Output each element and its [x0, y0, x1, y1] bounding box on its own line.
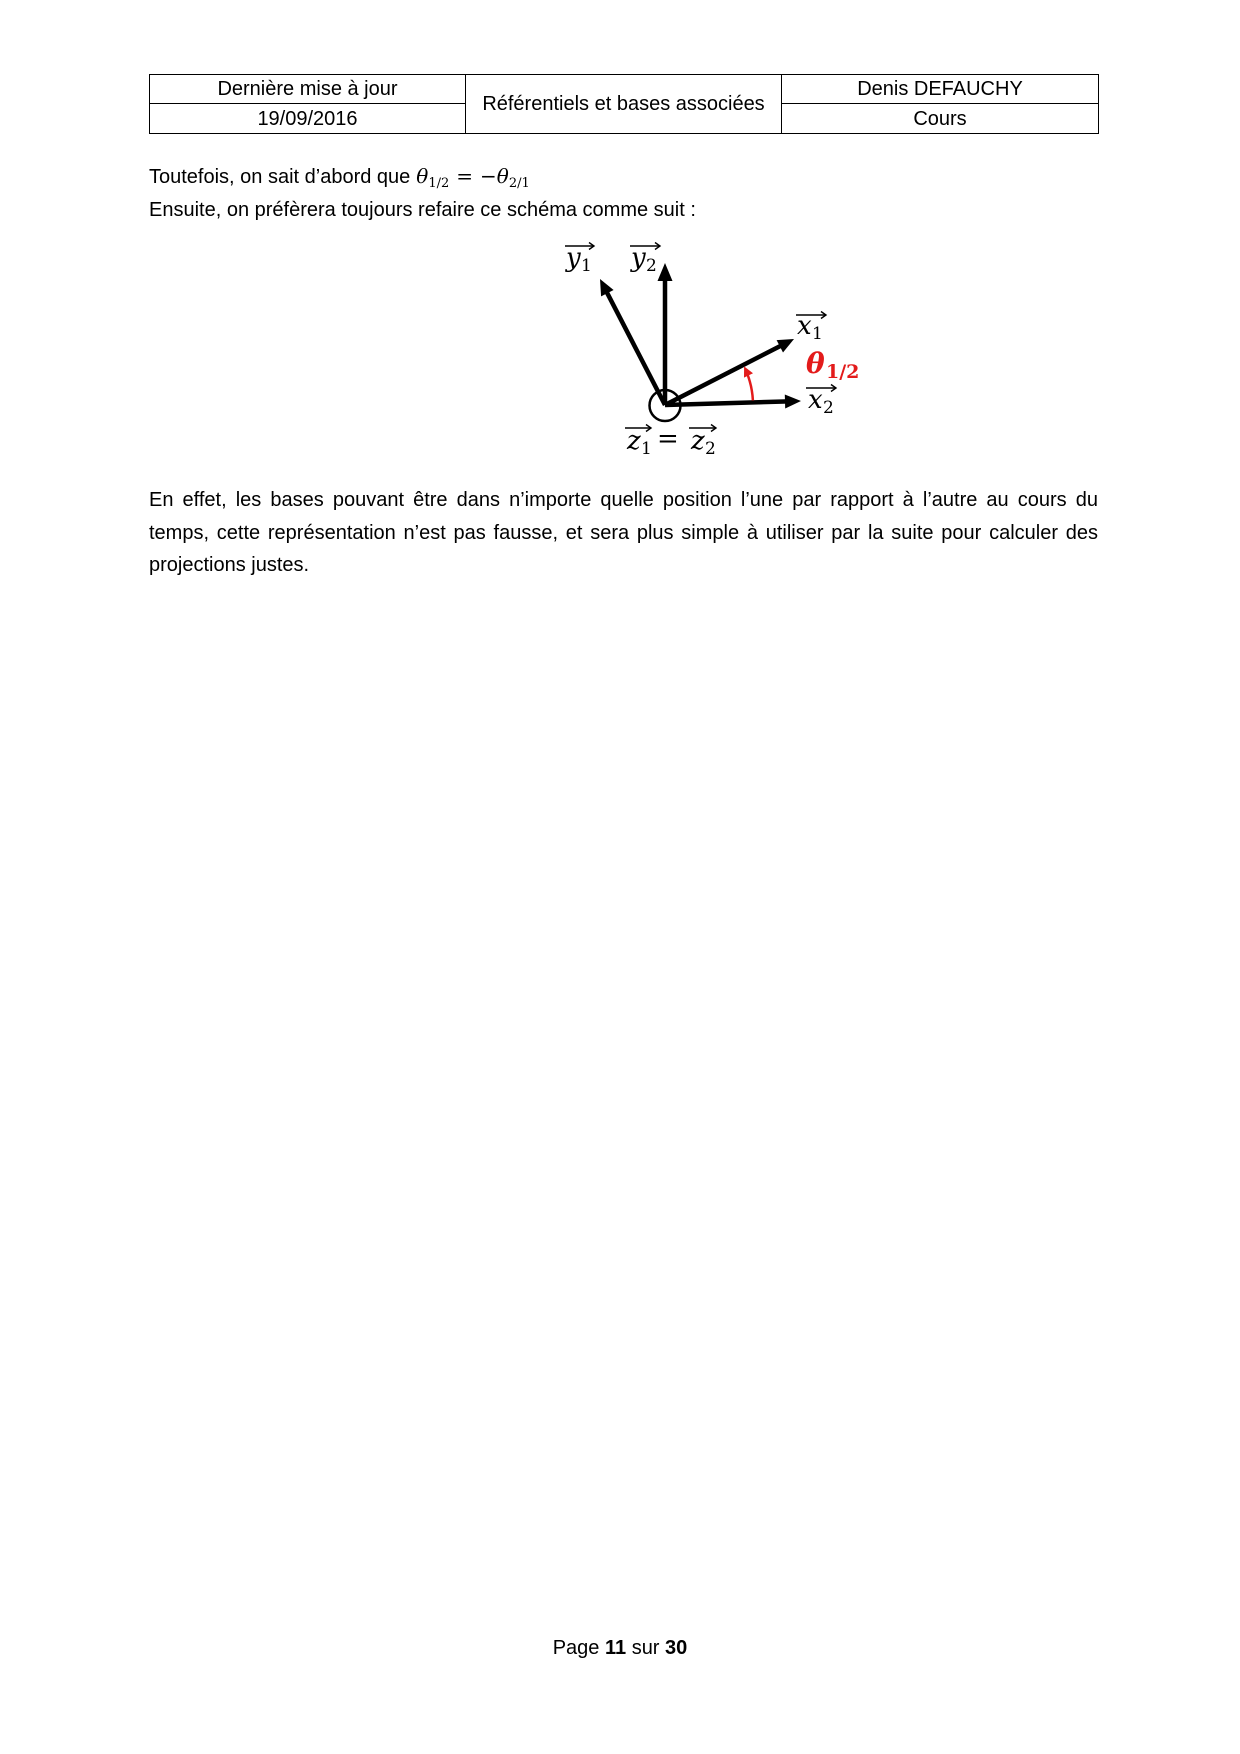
last-update-label: Dernière mise à jour	[150, 75, 466, 104]
page-footer	[0, 1636, 1240, 1660]
label-z1-subscript: 1	[641, 439, 652, 459]
label-angle-theta	[806, 347, 859, 383]
label-x2-letter: x	[808, 385, 823, 415]
vector-y2	[658, 263, 673, 405]
angle-arc	[744, 366, 753, 400]
intro-line	[149, 164, 530, 192]
label-x2-subscript: 2	[823, 398, 834, 418]
total-pages-number: 30	[665, 1637, 688, 1659]
paragraph-line: temps, cette représentation n’est pas fausse, et sera plus simple à utiliser par la suite pour calculer des	[149, 521, 1098, 544]
label-y1-subscript: 1	[581, 256, 592, 276]
vector-y1-shaft	[606, 290, 666, 405]
page-word: Page	[552, 1637, 600, 1659]
label-y1-letter: y	[566, 243, 581, 273]
label-angle-subscript: 1/2	[826, 361, 860, 383]
lead-in-line: Ensuite, on préfèrera toujours refaire ce schéma comme suit :	[149, 199, 696, 221]
intro-text: Toutefois, on sait d’abord que	[149, 166, 411, 188]
paragraph-line: En effet, les bases pouvant être dans n’importe quelle position l’une par rapport à l’autre au cours du	[149, 489, 1098, 511]
document-type: Cours	[782, 104, 1099, 134]
vector-x1-shaft	[665, 345, 783, 406]
header-table	[149, 74, 1099, 134]
minus-sign: −	[480, 164, 497, 188]
vector-y1	[600, 279, 665, 405]
current-page-number: 11	[604, 1637, 627, 1659]
vector-y2-arrowhead	[658, 263, 673, 281]
label-z1-equals-z2	[625, 424, 716, 459]
header-row	[150, 75, 1099, 104]
theta-rhs: θ	[496, 164, 509, 188]
angle-arc-curve	[748, 375, 753, 401]
theta-lhs: θ	[416, 164, 429, 188]
label-y2-letter: y	[631, 243, 646, 273]
last-update-date: 19/09/2016	[150, 104, 466, 134]
label-x1-subscript: 1	[812, 324, 823, 344]
label-z2-letter: z	[691, 426, 705, 456]
document-title: Référentiels et bases associées	[466, 75, 782, 134]
of-word: sur	[631, 1637, 660, 1659]
basis-diagram	[540, 230, 880, 470]
vector-x2-arrowhead	[785, 395, 801, 409]
label-x1-letter: x	[797, 311, 812, 341]
label-y2	[630, 243, 660, 277]
label-angle-letter: θ	[806, 347, 825, 380]
vector-x1	[665, 339, 794, 405]
label-z2-subscript: 2	[705, 439, 716, 459]
label-x1	[796, 311, 826, 344]
label-z-equals-sign: =	[657, 424, 679, 454]
explanation-paragraph	[149, 484, 1098, 582]
theta-relation	[416, 164, 530, 191]
author-name: Denis DEFAUCHY	[782, 75, 1099, 104]
equals-sign: =	[456, 164, 474, 188]
paragraph-line: projections justes.	[149, 554, 310, 577]
label-z1-letter: z	[627, 426, 641, 456]
label-y2-subscript: 2	[646, 256, 657, 276]
vector-x2-shaft	[665, 401, 789, 405]
label-y1	[565, 243, 594, 277]
theta-lhs-subscript: 1/2	[428, 176, 450, 191]
label-x2	[806, 385, 836, 419]
theta-rhs-subscript: 2/1	[508, 176, 530, 191]
